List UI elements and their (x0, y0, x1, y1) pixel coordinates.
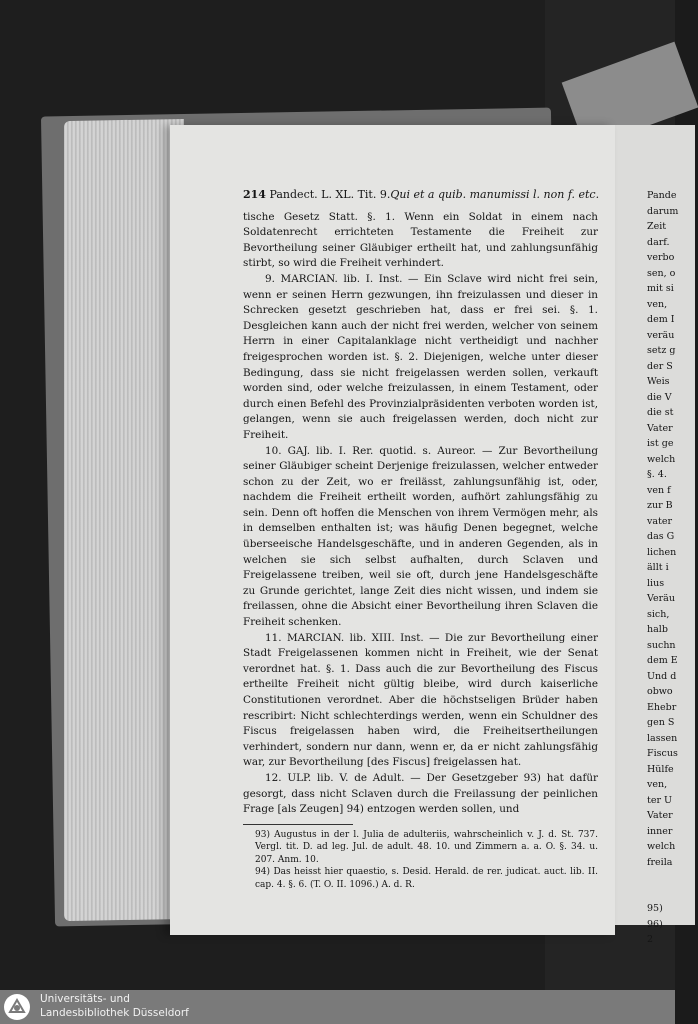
paragraph: 12. ULP. lib. V. de Adult. — Der Gesetzgeber 93) hat dafür gesorgt, dass nicht Sclaven durch die Freilassung der peinlichen Frage [als Zeugen] 94) entzogen werden sollen, und (243, 771, 598, 816)
facing-page-line: Fiscus (647, 748, 678, 759)
footnotes (243, 829, 598, 892)
facing-page-line: der S (647, 360, 673, 372)
page-text (243, 187, 598, 891)
section-title: Qui et a quib. manumissi l. non f. etc. (390, 188, 600, 201)
facing-page-line: Vater (647, 422, 673, 434)
facing-page-line: obwo (647, 686, 673, 697)
facing-page-line: sich, (647, 608, 670, 620)
facing-page-line: ist ge (647, 438, 674, 449)
facing-page-line: lius (647, 577, 665, 589)
library-name-line1: Universitäts- und (40, 993, 130, 1005)
facing-page-line: Ehebr (647, 701, 677, 713)
facing-page-line: Pande (647, 190, 677, 201)
facing-page-line: welch (647, 453, 676, 465)
facing-page-line: verbo (647, 252, 675, 263)
facing-page-line: mit si (647, 283, 674, 294)
facing-page-line: vater (647, 515, 673, 527)
footnote: 94) Das heisst hier quaestio, s. Desid. Herald. de rer. judicat. auct. lib. II. cap. 4. §. 6. (T. O. II. 1096.) A. d. R. (255, 867, 598, 890)
facing-page-line: darum (647, 205, 679, 217)
facing-page-line: setz g (647, 345, 676, 356)
facing-page-line (647, 886, 677, 902)
paragraph: 10. GAJ. lib. I. Rer. quotid. s. Aureor. — Zur Bevortheilung seiner Gläubiger scheint Derjenige freizulassen, welcher entweder schon zu der Zeit, wo er freilässt, zahlungsunfähig ist, oder, nachdem die Freiheit ertheilt worden, aufhört zahlungsfähig zu sein. Denn oft hoffen die Menschen von ihrem Vermögen mehr, als in demselben enthalten ist; was häufig Denen begegnet, welche überseeische Handelsgeschäfte, und in anderen Gegenden, als in welchen sie sich selbst aufhalten, durch Sclaven und Freigelassene treiben, weil sie oft, durch jene Handelsgeschäfte zu Grunde gerichtet, lange Zeit dies nicht wissen, und indem sie freilassen, ohne die Absicht einer Bevortheilung ihren Sclaven die Freiheit schenken. (243, 444, 598, 629)
facing-page-line: 96) (647, 918, 663, 930)
facing-page-line (647, 870, 677, 886)
facing-page-line: zur B (647, 500, 673, 511)
facing-page-line: freila (647, 856, 673, 868)
facing-page-line: Veräu (647, 593, 675, 604)
facing-page-line: veräu (647, 329, 675, 341)
facing-page-line: das G (647, 531, 675, 542)
paragraph: tische Gesetz Statt. §. 1. Wenn ein Soldat in einem nach Soldatenrecht errichteten Testamente die Freiheit zur Bevortheilung seiner Gläubiger ertheilt hat, und zahlungsunfähig stirbt, so wird die Freiheit verhindert. (243, 210, 598, 270)
library-logo-icon (4, 994, 30, 1020)
facing-page-line: welch (647, 841, 676, 852)
facing-page-line: die st (647, 407, 674, 418)
facing-page-text (647, 188, 677, 948)
facing-page-line: Hülfe (647, 763, 674, 775)
page-number: 214 (243, 188, 266, 201)
footnote-rule (243, 824, 353, 825)
facing-page-line: ven, (647, 779, 668, 790)
facing-page-line: 95) (647, 903, 663, 914)
paragraph: 9. MARCIAN. lib. I. Inst. — Ein Sclave wird nicht frei sein, wenn er seinen Herrn gezwungen, ihn freizulassen und dieser in Schrecken gesetzt geschrieben hat, dass er frei sei. §. 1. Desgleichen kann auch der nicht frei werden, welcher von seinem Herrn in einer Capitalanklage nicht vertheidigt und nachher freigesprochen worden ist. §. 2. Diejenigen, welche unter dieser Bedingung, dass sie nicht freigelassen werden sollen, verkauft worden sind, oder welche freizulassen, in einem Testament, oder durch einen Befehl des Provinzialpräsidenten verboten worden ist, gelangen, wenn sie auch freigelassen werden, doch nicht zur Freiheit. (243, 272, 598, 441)
facing-page-line: Vater (647, 810, 673, 821)
facing-page-line: 2 (647, 934, 654, 945)
facing-page-line: dem I (647, 314, 675, 325)
library-footer (0, 990, 675, 1024)
facing-page-line: ven f (647, 484, 671, 496)
page-edges (64, 119, 184, 921)
facing-page-line: sen, o (647, 267, 676, 279)
facing-page-line: gen S (647, 717, 675, 728)
facing-page-line: suchn (647, 639, 676, 651)
running-header (243, 187, 598, 203)
facing-page-line: lassen (647, 732, 678, 744)
facing-page-line: ven, (647, 298, 668, 310)
facing-page-line: ter U (647, 794, 673, 806)
running-title: Pandect. L. XL. Tit. 9. (269, 188, 391, 201)
facing-page-line: die V (647, 391, 672, 403)
paragraph: 11. MARCIAN. lib. XIII. Inst. — Die zur Bevortheilung einer Stadt Freigelassenen kommen nicht in Freiheit, wie der Senat verordnet hat. §. 1. Dass auch die zur Bevortheilung des Fiscus ertheilte Freiheit nicht gültig bleibe, wird durch kaiserliche Constitutionen verordnet. Aber die höchstseligen Brüder haben rescribirt: Nicht schlechterdings werden, wenn ein Schuldner des Fiscus freigelassen haben wird, die Freiheitsertheilungen verhindert, sondern nur dann, wenn er, da er nicht zahlungsfähig war, zur Bevortheilung [des Fiscus] freigelassen hat. (243, 631, 598, 769)
facing-page-line: inner (647, 825, 673, 837)
facing-page-line: halb (647, 624, 668, 635)
facing-page-line: Und d (647, 670, 677, 682)
facing-page-line: lichen (647, 546, 677, 558)
library-name-line2: Landesbibliothek Düsseldorf (40, 1007, 189, 1019)
facing-page-line: §. 4. (647, 469, 667, 480)
facing-page-line: Weis (647, 376, 670, 387)
facing-page-line: Zeit (647, 221, 667, 232)
footnote: 93) Augustus in der l. Julia de adulteriis, wahrscheinlich v. J. d. St. 737. Vergl. tit. D. ad leg. Jul. de adult. 48. 10. und Zimmern a. a. O. §. 34. u. 207. Anm. 10. (255, 829, 598, 865)
facing-page-line: dem E (647, 655, 678, 666)
facing-page-line: darf. (647, 236, 670, 248)
facing-page-line: ällt i (647, 562, 669, 573)
